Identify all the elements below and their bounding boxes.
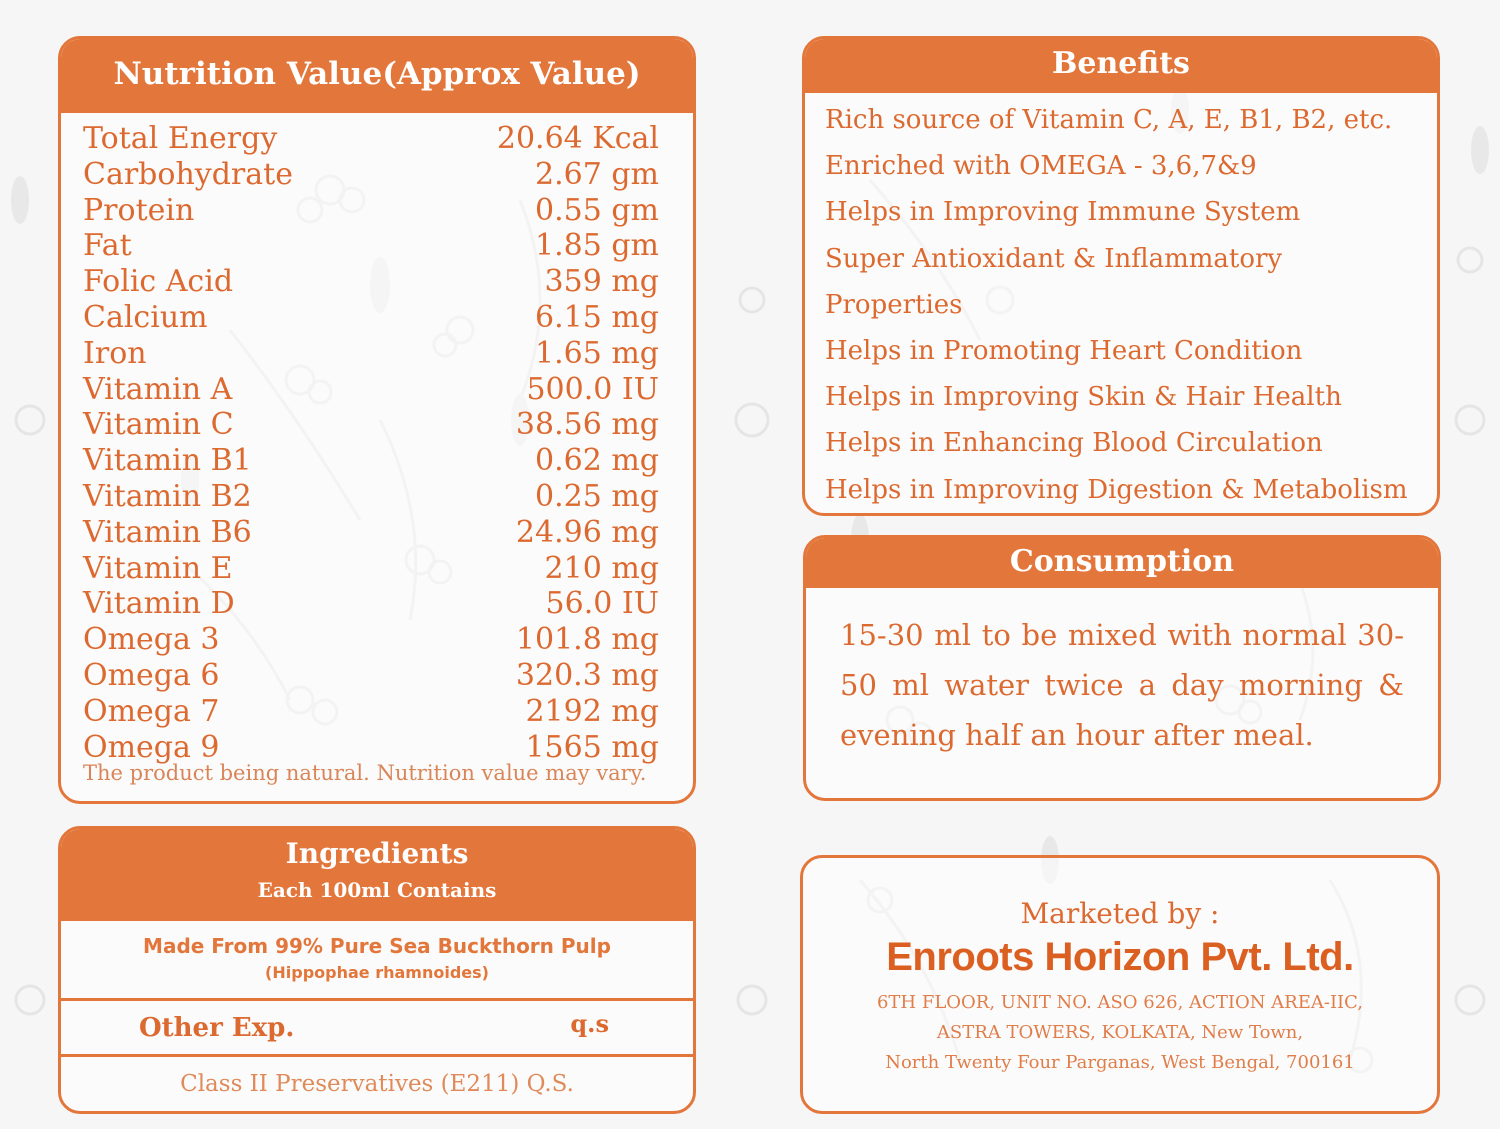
consumption-panel <box>803 535 1441 801</box>
ingredient-other-row <box>61 1001 693 1057</box>
company-name: Enroots Horizon Pvt. Ltd. <box>886 935 1354 979</box>
nutrition-row <box>83 658 659 694</box>
benefit-item: Super Antioxidant & Inflammatory <box>825 243 1283 274</box>
nutrition-row <box>83 622 659 658</box>
benefit-item: Rich source of Vitamin C, A, E, B1, B2, etc. <box>825 105 1393 135</box>
marketed-by-panel <box>800 855 1440 1114</box>
nutrient-value: 210 mg <box>544 550 659 586</box>
benefit-item: Helps in Improving Digestion & Metabolism <box>825 474 1408 505</box>
nutrient-value: 1565 mg <box>525 729 659 765</box>
nutrient-name: Vitamin E <box>83 550 233 586</box>
nutrition-title: Nutrition Value(Approx Value) <box>61 39 693 113</box>
nutrient-value: 0.62 mg <box>535 443 659 479</box>
nutrition-row <box>83 157 659 193</box>
consumption-title: Consumption <box>806 538 1438 588</box>
nutrition-row <box>83 551 659 587</box>
nutrient-name: Calcium <box>83 299 208 335</box>
nutrition-row <box>83 264 659 300</box>
nutrient-name: Vitamin A <box>83 371 233 407</box>
nutrient-value: 0.25 mg <box>535 478 659 514</box>
ingredients-panel <box>58 826 696 1114</box>
nutrient-name: Vitamin B6 <box>83 514 252 550</box>
nutrient-name: Omega 6 <box>83 657 220 693</box>
nutrition-row <box>83 730 659 766</box>
nutrition-row <box>83 193 659 229</box>
address-line: North Twenty Four Parganas, West Bengal, 700161 <box>885 1052 1355 1073</box>
ingredient-scientific-name: (Hippophae rhamnoides) <box>265 963 489 982</box>
nutrient-name: Iron <box>83 335 147 371</box>
nutrition-row <box>83 336 659 372</box>
nutrient-value: 0.55 gm <box>535 192 659 228</box>
consumption-instructions: 15-30 ml to be mixed with normal 30-50 ml water twice a day morning & evening half an hour after meal. <box>840 618 1404 752</box>
nutrient-name: Total Energy <box>83 121 278 156</box>
benefits-list <box>805 93 1437 513</box>
nutrient-value: 56.0 IU <box>545 586 659 622</box>
nutrition-panel <box>58 36 696 804</box>
nutrient-name: Omega 3 <box>83 622 220 658</box>
nutrient-name: Vitamin C <box>83 407 234 443</box>
nutrition-row <box>83 479 659 515</box>
nutrient-value: 1.65 mg <box>535 335 659 371</box>
nutrition-row <box>83 694 659 730</box>
ingredients-subtitle: Each 100ml Contains <box>257 878 497 902</box>
nutrient-name: Vitamin B2 <box>83 478 252 514</box>
nutrition-row <box>83 515 659 551</box>
nutrition-disclaimer: The product being natural. Nutrition value may vary. <box>83 761 647 786</box>
nutrient-name: Carbohydrate <box>83 156 293 192</box>
nutrient-name: Omega 7 <box>83 693 220 729</box>
nutrient-value: 20.64 Kcal <box>496 121 659 156</box>
benefits-panel <box>802 36 1440 516</box>
benefit-item: Helps in Improving Immune System <box>825 197 1301 228</box>
nutrient-name: Vitamin B1 <box>83 443 252 479</box>
nutrient-value: 359 mg <box>544 264 659 300</box>
nutrient-value: 1.85 gm <box>535 228 659 264</box>
benefit-item: Properties <box>825 289 963 320</box>
benefit-item: Helps in Enhancing Blood Circulation <box>825 428 1323 459</box>
company-address <box>803 988 1437 1078</box>
nutrition-row <box>83 372 659 408</box>
nutrient-value: 38.56 mg <box>515 407 659 443</box>
nutrient-name: Folic Acid <box>83 264 234 300</box>
benefits-title: Benefits <box>805 39 1437 93</box>
nutrient-value: 500.0 IU <box>526 371 659 407</box>
ingredient-main-row <box>61 921 693 1001</box>
ingredient-made-from: Made From 99% Pure Sea Buckthorn Pulp <box>143 934 611 958</box>
nutrition-row <box>83 121 659 157</box>
ingredients-title: Ingredients <box>285 837 469 870</box>
address-line: ASTRA TOWERS, KOLKATA, New Town, <box>936 1022 1304 1043</box>
benefit-item: Enriched with OMEGA - 3,6,7&9 <box>825 151 1257 182</box>
nutrient-name: Omega 9 <box>83 729 220 765</box>
nutrition-row <box>83 443 659 479</box>
nutrient-name: Protein <box>83 192 195 228</box>
benefit-item: Helps in Improving Skin & Hair Health <box>825 382 1342 413</box>
ingredient-other-value: q.s <box>570 1009 609 1038</box>
nutrient-value: 320.3 mg <box>515 657 659 693</box>
ingredient-other-label: Other Exp. <box>139 1012 295 1043</box>
ingredients-header <box>61 829 693 921</box>
nutrient-value: 24.96 mg <box>515 514 659 550</box>
address-line: 6TH FLOOR, UNIT NO. ASO 626, ACTION AREA-IIC, <box>876 992 1364 1013</box>
nutrient-value: 6.15 mg <box>535 299 659 335</box>
ingredient-preservatives: Class II Preservatives (E211) Q.S. <box>180 1071 574 1097</box>
benefit-item: Helps in Promoting Heart Condition <box>825 336 1303 367</box>
nutrition-row <box>83 300 659 336</box>
nutrient-name: Vitamin D <box>83 586 235 622</box>
nutrition-row <box>83 407 659 443</box>
nutrition-list <box>61 113 693 765</box>
nutrient-value: 2.67 gm <box>535 156 659 192</box>
nutrient-value: 101.8 mg <box>515 622 659 658</box>
nutrient-name: Fat <box>83 228 132 264</box>
nutrient-value: 2192 mg <box>525 693 659 729</box>
nutrition-row <box>83 228 659 264</box>
marketed-by-label: Marketed by : <box>1020 897 1220 930</box>
nutrition-row <box>83 586 659 622</box>
